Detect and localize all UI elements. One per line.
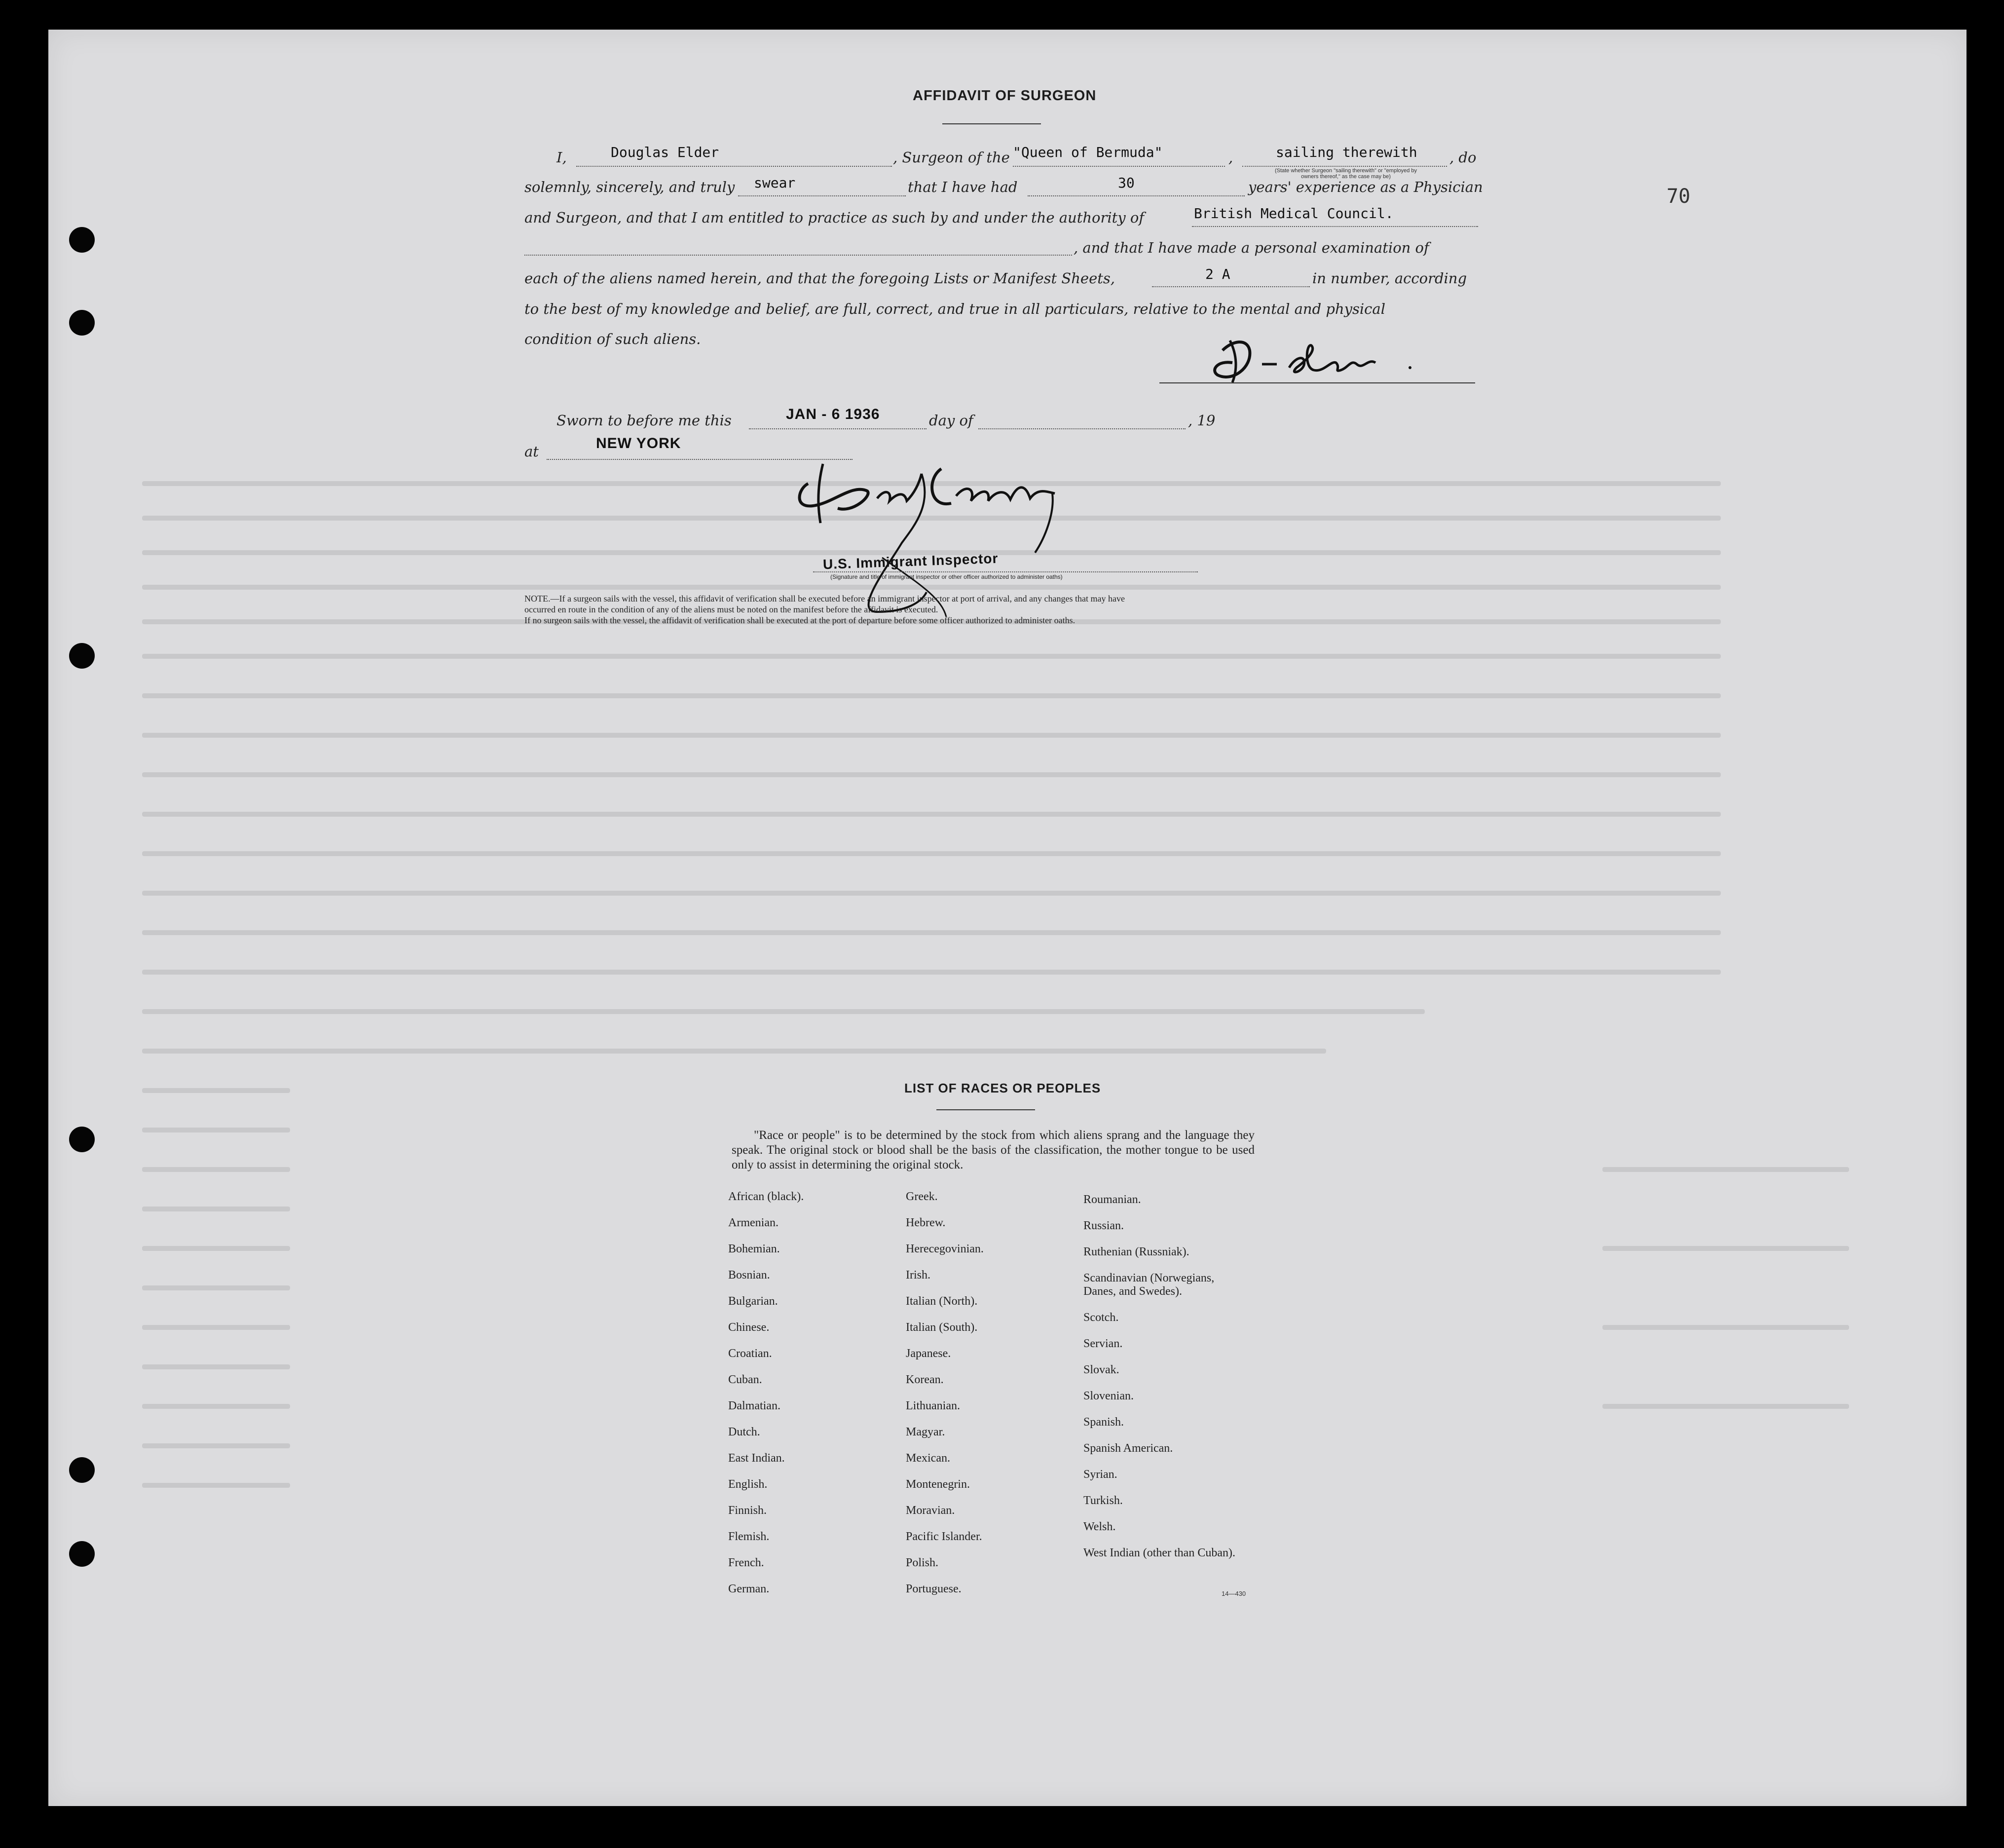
affidavit-note: NOTE.—If a surgeon sails with the vessel, this affidavit of verification shall be executed before an immigrant inspector at port of arrival, and any changes that may have occurred en route in the condition of any of the aliens must be noted on the manifest before the affidavit is executed. If no surgeon sails with the vessel, the affidavit of verification shall be executed at the port of departure before some officer authorized to administer oaths. xyxy=(524,594,1125,625)
form-code: 14—430 xyxy=(1222,1590,1246,1597)
surgeon-signature xyxy=(1203,321,1479,395)
race-item: Armenian. xyxy=(728,1216,779,1229)
surgeon-capacity: sailing therewith xyxy=(1276,144,1417,160)
race-item: Bulgarian. xyxy=(728,1295,778,1308)
affidavit-title: AFFIDAVIT OF SURGEON xyxy=(913,88,1097,104)
punch-hole xyxy=(69,227,95,253)
oath-word: swear xyxy=(754,175,796,191)
date-stamp: JAN - 6 1936 xyxy=(786,406,880,422)
race-item: Cuban. xyxy=(728,1373,762,1386)
inspector-title-stamp: U.S. Immigrant Inspector xyxy=(822,550,999,572)
punch-hole xyxy=(69,1541,95,1567)
race-item: Russian. xyxy=(1083,1219,1124,1232)
race-item: Spanish. xyxy=(1083,1416,1124,1429)
race-item: Scandinavian (Norwegians, Danes, and Swedes). xyxy=(1083,1272,1215,1298)
race-item: Dutch. xyxy=(728,1426,760,1438)
word-each-alien: each of the aliens named herein, and that the foregoing Lists or Manifest Sheets, xyxy=(524,270,1115,287)
race-item: Welsh. xyxy=(1083,1520,1116,1533)
punch-hole xyxy=(69,1457,95,1483)
race-item: Herecegovinian. xyxy=(906,1243,984,1255)
punch-hole xyxy=(69,1127,95,1152)
manifest-sheets: 2 A xyxy=(1205,266,1230,282)
race-item: Montenegrin. xyxy=(906,1478,970,1491)
race-item: Irish. xyxy=(906,1269,930,1282)
word-and-surgeon: and Surgeon, and that I am entitled to practice as such by and under the authority of xyxy=(524,209,1145,226)
punch-hole xyxy=(69,643,95,669)
inspector-caption: (Signature and title of immigrant inspector or other officer authorized to administer oaths) xyxy=(830,573,1063,580)
race-item: African (black). xyxy=(728,1190,804,1203)
races-column-3 xyxy=(1083,1193,1246,1573)
race-item: Chinese. xyxy=(728,1321,770,1334)
punch-hole xyxy=(69,310,95,336)
ship-name: "Queen of Bermuda" xyxy=(1013,144,1163,160)
race-item: Bohemian. xyxy=(728,1243,780,1255)
race-item: Magyar. xyxy=(906,1426,945,1438)
surgeon-name: Douglas Elder xyxy=(611,144,719,160)
word-at: at xyxy=(524,443,539,460)
race-item: Portuguese. xyxy=(906,1583,962,1595)
race-item: Italian (South). xyxy=(906,1321,978,1334)
races-column-1 xyxy=(728,1190,891,1609)
word-i: I, xyxy=(557,149,567,166)
licensing-authority: British Medical Council. xyxy=(1194,205,1394,222)
race-item: Turkish. xyxy=(1083,1494,1123,1507)
word-solemnly: solemnly, sincerely, and truly xyxy=(524,179,735,195)
race-item: Hebrew. xyxy=(906,1216,946,1229)
years-of-experience: 30 xyxy=(1118,175,1135,191)
word-condition: condition of such aliens. xyxy=(524,331,701,347)
word-personal-exam: , and that I have made a personal examination of xyxy=(1074,239,1429,256)
race-item: Slovenian. xyxy=(1083,1390,1134,1402)
race-item: Syrian. xyxy=(1083,1468,1117,1481)
race-item: Ruthenian (Russniak). xyxy=(1083,1245,1189,1258)
race-item: Dalmatian. xyxy=(728,1399,780,1412)
word-that-i-have-had: that I have had xyxy=(908,179,1018,195)
word-nineteen: , 19 xyxy=(1188,412,1216,429)
race-item: Slovak. xyxy=(1083,1363,1119,1376)
races-column-2 xyxy=(906,1190,1069,1609)
race-item: French. xyxy=(728,1556,764,1569)
race-item: West Indian (other than Cuban). xyxy=(1083,1546,1235,1559)
word-best-knowledge: to the best of my knowledge and belief, are full, correct, and true in all particulars, relative to the mental and physical xyxy=(524,301,1385,317)
capacity-hint: (State whether Surgeon "sailing therewith" or "employed by owners thereof," as the case may be) xyxy=(1274,168,1417,180)
word-sworn: Sworn to before me this xyxy=(557,412,732,429)
race-item: Japanese. xyxy=(906,1347,951,1360)
races-intro: "Race or people" is to be determined by the stock from which aliens sprang and the language they speak. The original stock or blood shall be the basis of the classification, the mother tongue to be used only to assist in determining the original stock. xyxy=(732,1129,1255,1171)
race-item: Pacific Islander. xyxy=(906,1530,982,1543)
race-item: Flemish. xyxy=(728,1530,770,1543)
race-item: Finnish. xyxy=(728,1504,767,1517)
races-title: LIST OF RACES OR PEOPLES xyxy=(904,1081,1101,1095)
race-item: Bosnian. xyxy=(728,1269,770,1282)
race-item: Scotch. xyxy=(1083,1311,1119,1324)
word-comma: , xyxy=(1228,149,1233,166)
races-title-underline xyxy=(936,1109,1035,1110)
race-item: Croatian. xyxy=(728,1347,772,1360)
race-item: Korean. xyxy=(906,1373,944,1386)
race-item: Italian (North). xyxy=(906,1295,978,1308)
page-number: 70 xyxy=(1667,185,1691,208)
word-surgeon-of: , Surgeon of the xyxy=(893,149,1010,166)
word-day-of: day of xyxy=(929,412,973,429)
race-item: German. xyxy=(728,1583,770,1595)
race-item: Roumanian. xyxy=(1083,1193,1141,1206)
race-item: Servian. xyxy=(1083,1337,1123,1350)
word-in-number: in number, according xyxy=(1312,270,1467,287)
race-item: Greek. xyxy=(906,1190,938,1203)
race-item: Mexican. xyxy=(906,1452,950,1465)
sworn-place: NEW YORK xyxy=(596,435,681,452)
word-years-experience: years' experience as a Physician xyxy=(1248,179,1483,195)
affidavit-page xyxy=(48,30,1967,1806)
title-underline xyxy=(942,123,1041,124)
race-item: Lithuanian. xyxy=(906,1399,960,1412)
race-item: Polish. xyxy=(906,1556,939,1569)
race-item: East Indian. xyxy=(728,1452,785,1465)
word-do: , do xyxy=(1449,149,1477,166)
race-item: Moravian. xyxy=(906,1504,955,1517)
race-item: Spanish American. xyxy=(1083,1442,1173,1455)
race-item: English. xyxy=(728,1478,768,1491)
surgeon-signature-line xyxy=(1159,382,1475,383)
